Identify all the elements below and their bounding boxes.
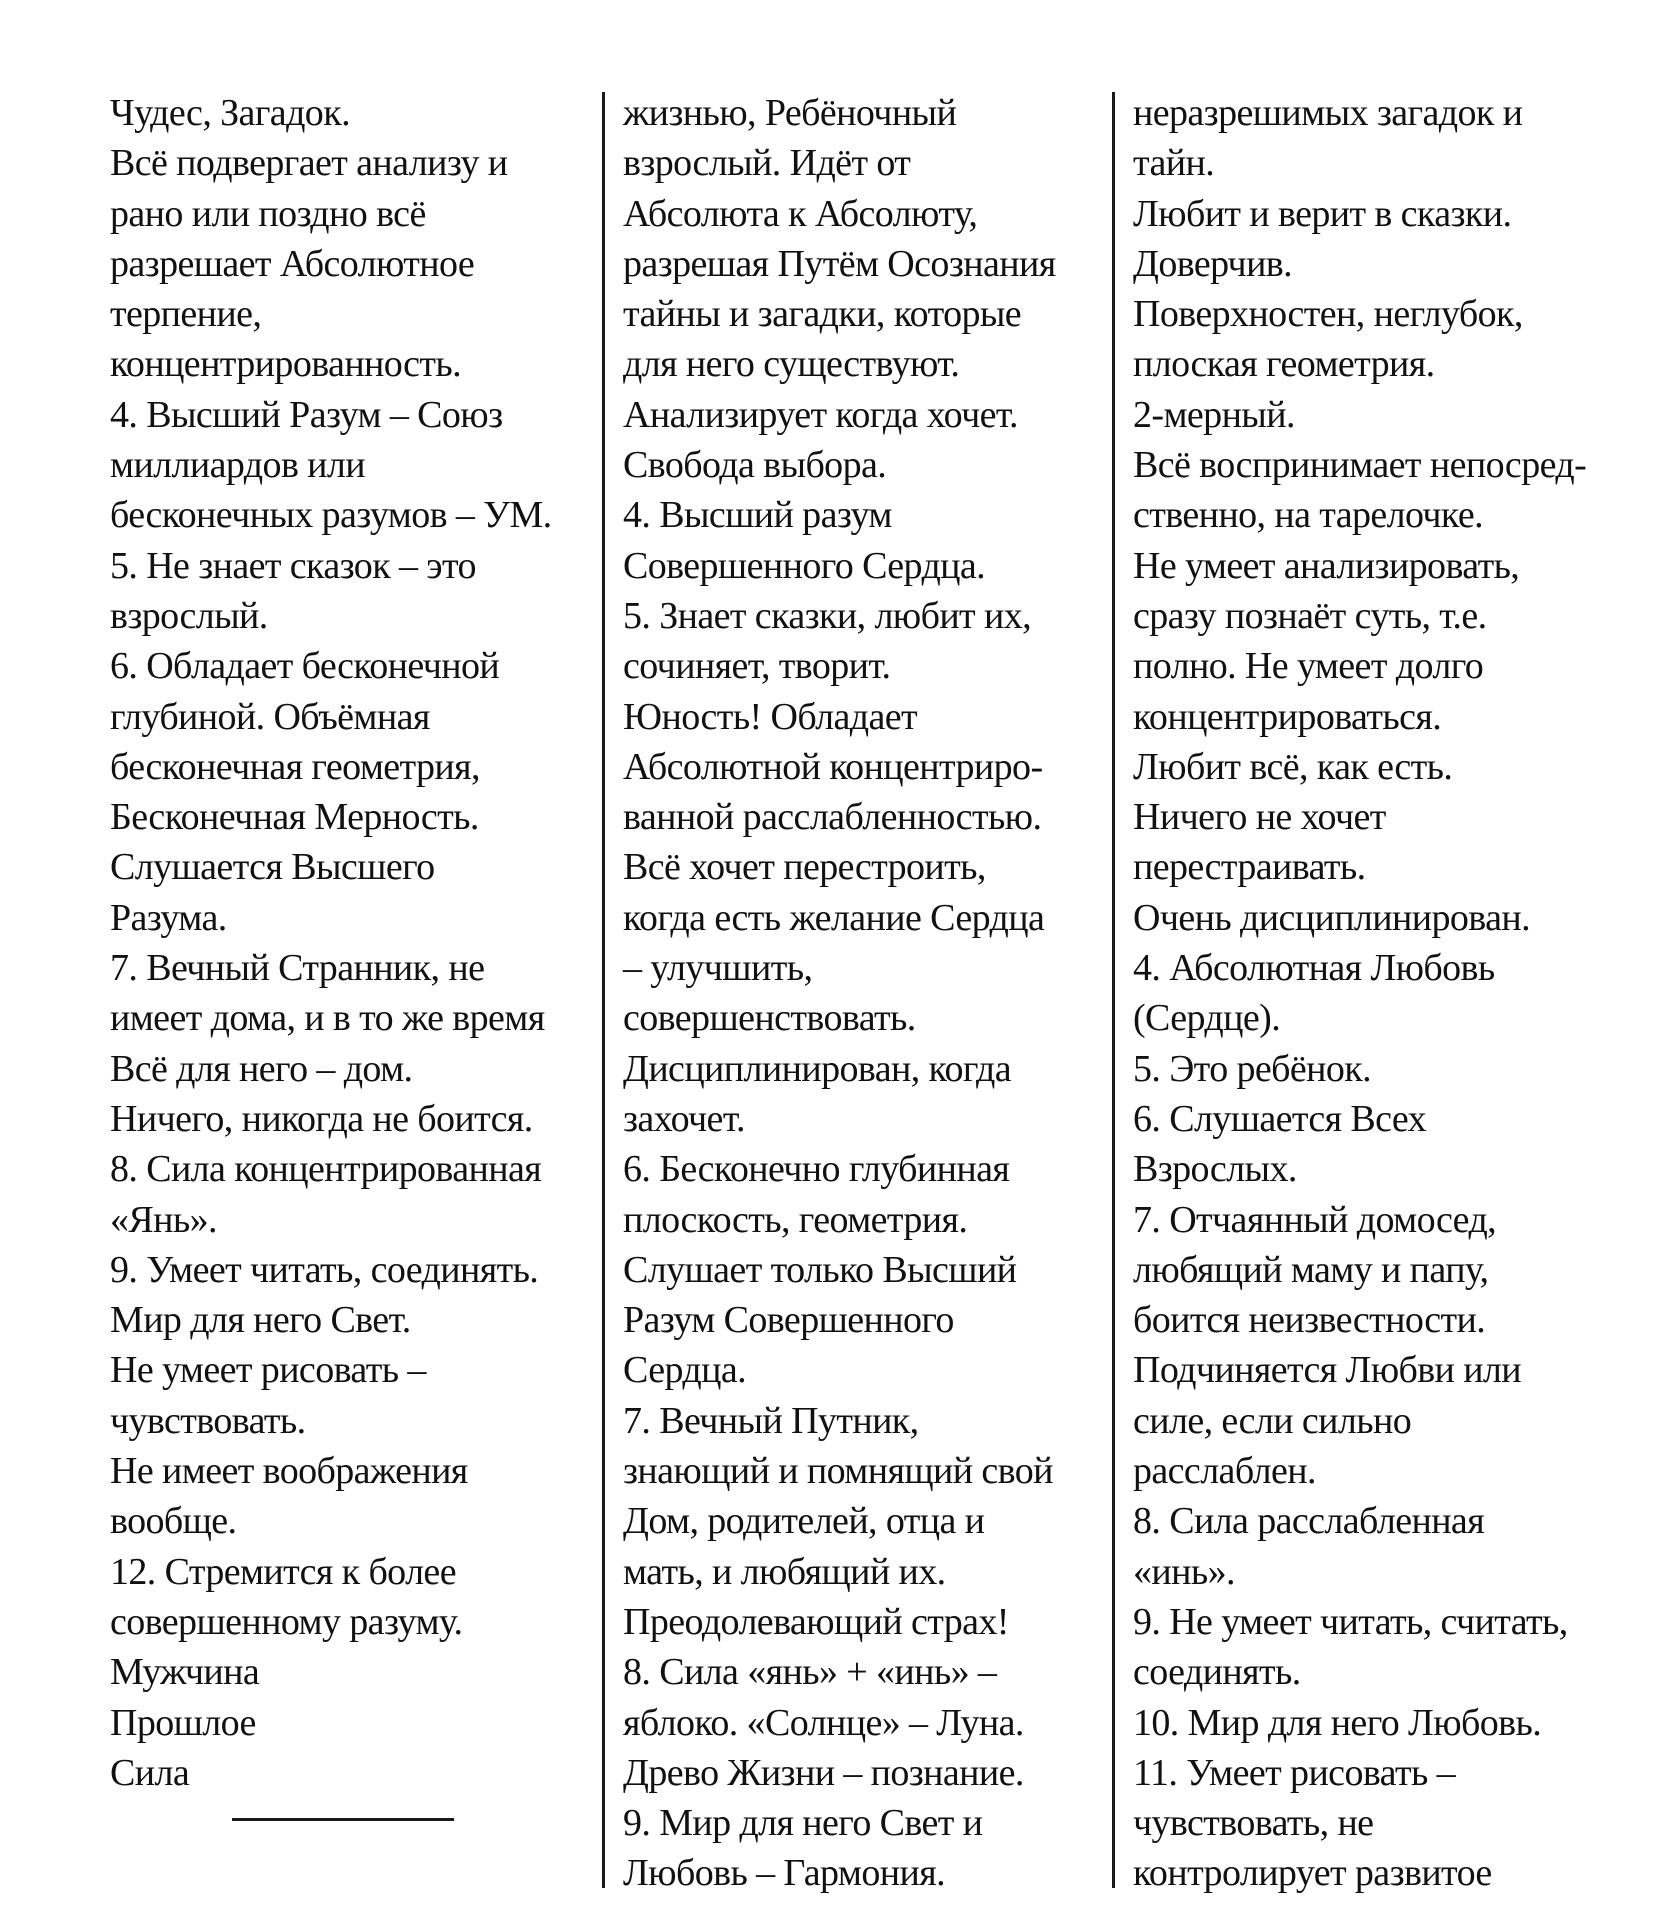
text-line: 9. Умеет читать, соединять.: [110, 1248, 539, 1291]
text-line: совершенствовать.: [623, 997, 916, 1040]
text-column-2: [623, 88, 1103, 1899]
text-line: вообще.: [110, 1500, 237, 1543]
text-line: полно. Не умеет долго: [1133, 645, 1484, 688]
text-line: концентрированность.: [110, 343, 462, 386]
text-line: Анализирует когда хочет.: [623, 393, 1018, 436]
text-line: бесконечных разумов – УМ.: [110, 494, 552, 537]
text-line: расслаблен.: [1133, 1450, 1316, 1493]
text-line: 8. Сила расслабленная: [1133, 1500, 1485, 1543]
text-line: 8. Сила «янь» + «инь» –: [623, 1651, 997, 1694]
text-line: 6. Слушается Всех: [1133, 1097, 1427, 1140]
text-line: Не имеет воображения: [110, 1450, 468, 1493]
text-line: Всё для него – дом.: [110, 1047, 413, 1090]
text-line: разрешает Абсолютное: [110, 242, 475, 285]
text-line: соединять.: [1133, 1651, 1301, 1694]
text-line: Юность! Обладает: [623, 695, 918, 738]
text-line: Подчиняется Любви или: [1133, 1349, 1522, 1392]
text-line: разрешая Путём Осознания: [623, 242, 1056, 285]
text-line: 5. Не знает сказок – это: [110, 544, 476, 587]
text-line: силе, если сильно: [1133, 1399, 1412, 1442]
text-line: ственно, на тарелочке.: [1133, 494, 1484, 537]
text-line: совершенному разуму.: [110, 1600, 463, 1643]
text-line: Всё воспринимает непосред-: [1133, 444, 1587, 487]
text-line: Чудес, Загадок.: [110, 92, 350, 134]
text-line: Прошлое: [110, 1701, 256, 1744]
text-line: рано или поздно всё: [110, 192, 426, 235]
text-line: терпение,: [110, 293, 262, 336]
text-line: Разум Совершенного: [623, 1299, 954, 1342]
text-line: 2-мерный.: [1133, 393, 1295, 436]
text-line: для него существуют.: [623, 343, 960, 386]
text-line: 5. Это ребёнок.: [1133, 1047, 1372, 1090]
text-line: Мужчина: [110, 1651, 260, 1694]
column-divider-2: [1112, 92, 1115, 1888]
text-column-1: [110, 88, 590, 1798]
text-line: Ничего, никогда не боится.: [110, 1097, 533, 1140]
text-line: мать, и любящий их.: [623, 1550, 946, 1593]
text-line: Всё подвергает анализу и: [110, 142, 508, 185]
text-line: чувствовать.: [110, 1399, 306, 1442]
text-line: Всё хочет перестроить,: [623, 846, 986, 889]
text-line: тайны и загадки, которые: [623, 293, 1022, 336]
text-line: (Сердце).: [1133, 997, 1281, 1040]
text-line: Не умеет анализировать,: [1133, 544, 1520, 587]
text-line: Любовь – Гармония.: [623, 1852, 945, 1895]
column-divider-1: [602, 92, 605, 1888]
text-line: когда есть желание Сердца: [623, 896, 1045, 939]
text-line: Дом, родителей, отца и: [623, 1500, 985, 1543]
text-line: Взрослых.: [1133, 1148, 1297, 1191]
text-line: «Янь».: [110, 1198, 217, 1241]
text-line: чувствовать, не: [1133, 1802, 1374, 1845]
text-line: «инь».: [1133, 1550, 1235, 1593]
text-line: взрослый. Идёт от: [623, 142, 911, 185]
text-line: Слушается Высшего: [110, 846, 435, 889]
text-line: Слушает только Высший: [623, 1248, 1017, 1291]
text-line: взрослый.: [110, 594, 268, 637]
text-line: Ничего не хочет: [1133, 796, 1386, 839]
text-line: Не умеет рисовать –: [110, 1349, 426, 1392]
text-line: 10. Мир для него Любовь.: [1133, 1701, 1542, 1744]
text-line: Древо Жизни – познание.: [623, 1751, 1024, 1794]
text-line: имеет дома, и в то же время: [110, 997, 545, 1040]
text-line: Абсолюта к Абсолюту,: [623, 192, 978, 235]
text-line: концентрироваться.: [1133, 695, 1442, 738]
text-line: любящий маму и папу,: [1133, 1248, 1489, 1291]
text-line: яблоко. «Солнце» – Луна.: [623, 1701, 1024, 1744]
text-line: 4. Абсолютная Любовь: [1133, 947, 1495, 990]
text-line: перестраивать.: [1133, 846, 1366, 889]
text-line: Любит и верит в сказки.: [1133, 192, 1512, 235]
text-line: Мир для него Свет.: [110, 1299, 411, 1342]
text-line: Доверчив.: [1133, 242, 1293, 285]
text-line: 7. Вечный Путник,: [623, 1399, 919, 1442]
text-line: плоская геометрия.: [1133, 343, 1435, 386]
text-line: плоскость, геометрия.: [623, 1198, 968, 1241]
text-line: боится неизвестности.: [1133, 1299, 1486, 1342]
text-line: 11. Умеет рисовать –: [1133, 1751, 1456, 1794]
text-line: 4. Высший разум: [623, 494, 892, 537]
text-line: Свобода выбора.: [623, 444, 887, 487]
text-line: Абсолютной концентриро-: [623, 745, 1043, 788]
text-line: Сила: [110, 1751, 190, 1794]
text-line: Любит всё, как есть.: [1133, 745, 1453, 788]
text-line: сразу познаёт суть, т.е.: [1133, 594, 1487, 637]
text-column-3: [1133, 88, 1623, 1899]
text-line: 7. Отчаянный домосед,: [1133, 1198, 1497, 1241]
text-line: Преодолевающий страх!: [623, 1600, 1009, 1643]
text-line: – улучшить,: [623, 947, 813, 990]
text-line: контролирует развитое: [1133, 1852, 1492, 1895]
text-line: 4. Высший Разум – Союз: [110, 393, 503, 436]
text-line: Совершенного Сердца.: [623, 544, 986, 587]
text-line: Дисциплинирован, когда: [623, 1047, 1011, 1090]
text-line: глубиной. Объёмная: [110, 695, 430, 738]
text-line: 7. Вечный Странник, не: [110, 947, 485, 990]
section-end-rule: [232, 1818, 454, 1821]
text-line: 8. Сила концентрированная: [110, 1148, 542, 1191]
text-line: 9. Мир для него Свет и: [623, 1802, 983, 1845]
text-line: Разума.: [110, 896, 227, 939]
text-line: 12. Стремится к более: [110, 1550, 456, 1593]
text-line: Поверхностен, неглубок,: [1133, 293, 1523, 336]
text-line: миллиардов или: [110, 444, 366, 487]
text-line: 6. Бесконечно глубинная: [623, 1148, 1010, 1191]
text-line: Сердца.: [623, 1349, 747, 1392]
text-line: ванной расслабленностью.: [623, 796, 1042, 839]
text-line: 6. Обладает бесконечной: [110, 645, 500, 688]
text-line: знающий и помнящий свой: [623, 1450, 1053, 1493]
text-line: захочет.: [623, 1097, 745, 1140]
text-line: жизнью, Ребёночный: [623, 92, 957, 134]
text-line: неразрешимых загадок и: [1133, 92, 1523, 134]
text-line: Бесконечная Мерность.: [110, 796, 479, 839]
text-line: тайн.: [1133, 142, 1215, 185]
text-line: 5. Знает сказки, любит их,: [623, 594, 1032, 637]
text-line: сочиняет, творит.: [623, 645, 891, 688]
text-line: 9. Не умеет читать, считать,: [1133, 1600, 1568, 1643]
text-line: Очень дисциплинирован.: [1133, 896, 1531, 939]
text-line: бесконечная геометрия,: [110, 745, 480, 788]
